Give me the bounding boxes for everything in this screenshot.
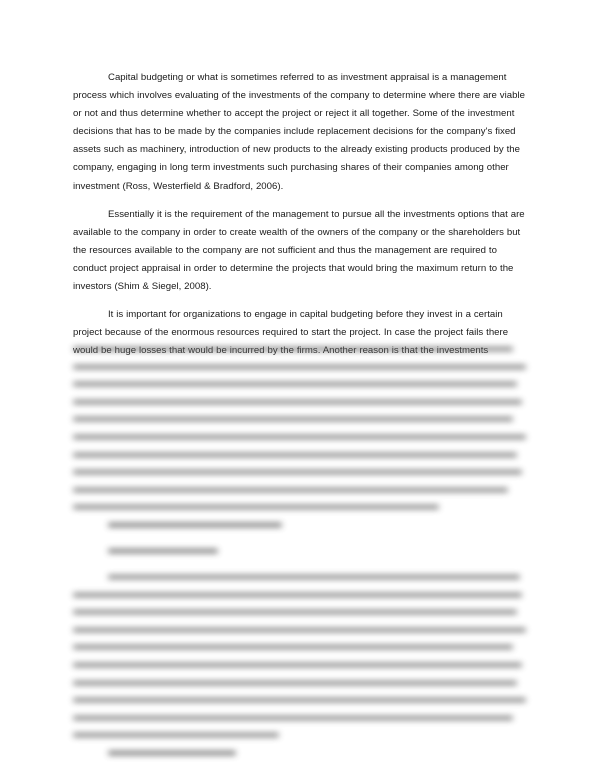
blurred-paragraph (73, 347, 531, 509)
paragraph-importance: It is important for organizations to engage in capital budgeting before they invest in a certain project because of the enormous resources required to start the project. In case the project fails there (73, 309, 509, 339)
paragraph-capital-budgeting: Capital budgeting or what is sometimes referred to as investment appraisal is a management process which involves evaluating of the investments of the company to determine where there are viable or not and thus determine whether to accept the project or reject it all together. Some of the investment decisions that has to be made by the companies include replacement decisions for the company's fixed assets such as machinery, introduction of new products to the already existing products produced by the company, engaging in long term investments such purchasing shares of their companies among other investment (Ross, Westerfield & Bradford, 2006). (73, 72, 525, 192)
blurred-subheading (108, 549, 218, 553)
blurred-preview-content (73, 347, 531, 777)
blurred-paragraph (73, 575, 531, 737)
blurred-heading (108, 523, 282, 527)
paragraph-management-requirement: Essentially it is the requirement of the management to pursue all the investments options that are available to the company in order to create wealth of the owners of the company or the shareholders but the resources available to the company are not sufficient and thus the management are required to conduct project appraisal in order to determine the projects that would bring the maximum return to the investors (Shim & Siegel, 2008). (73, 208, 525, 293)
document-body (73, 69, 531, 370)
blurred-heading (108, 751, 236, 755)
